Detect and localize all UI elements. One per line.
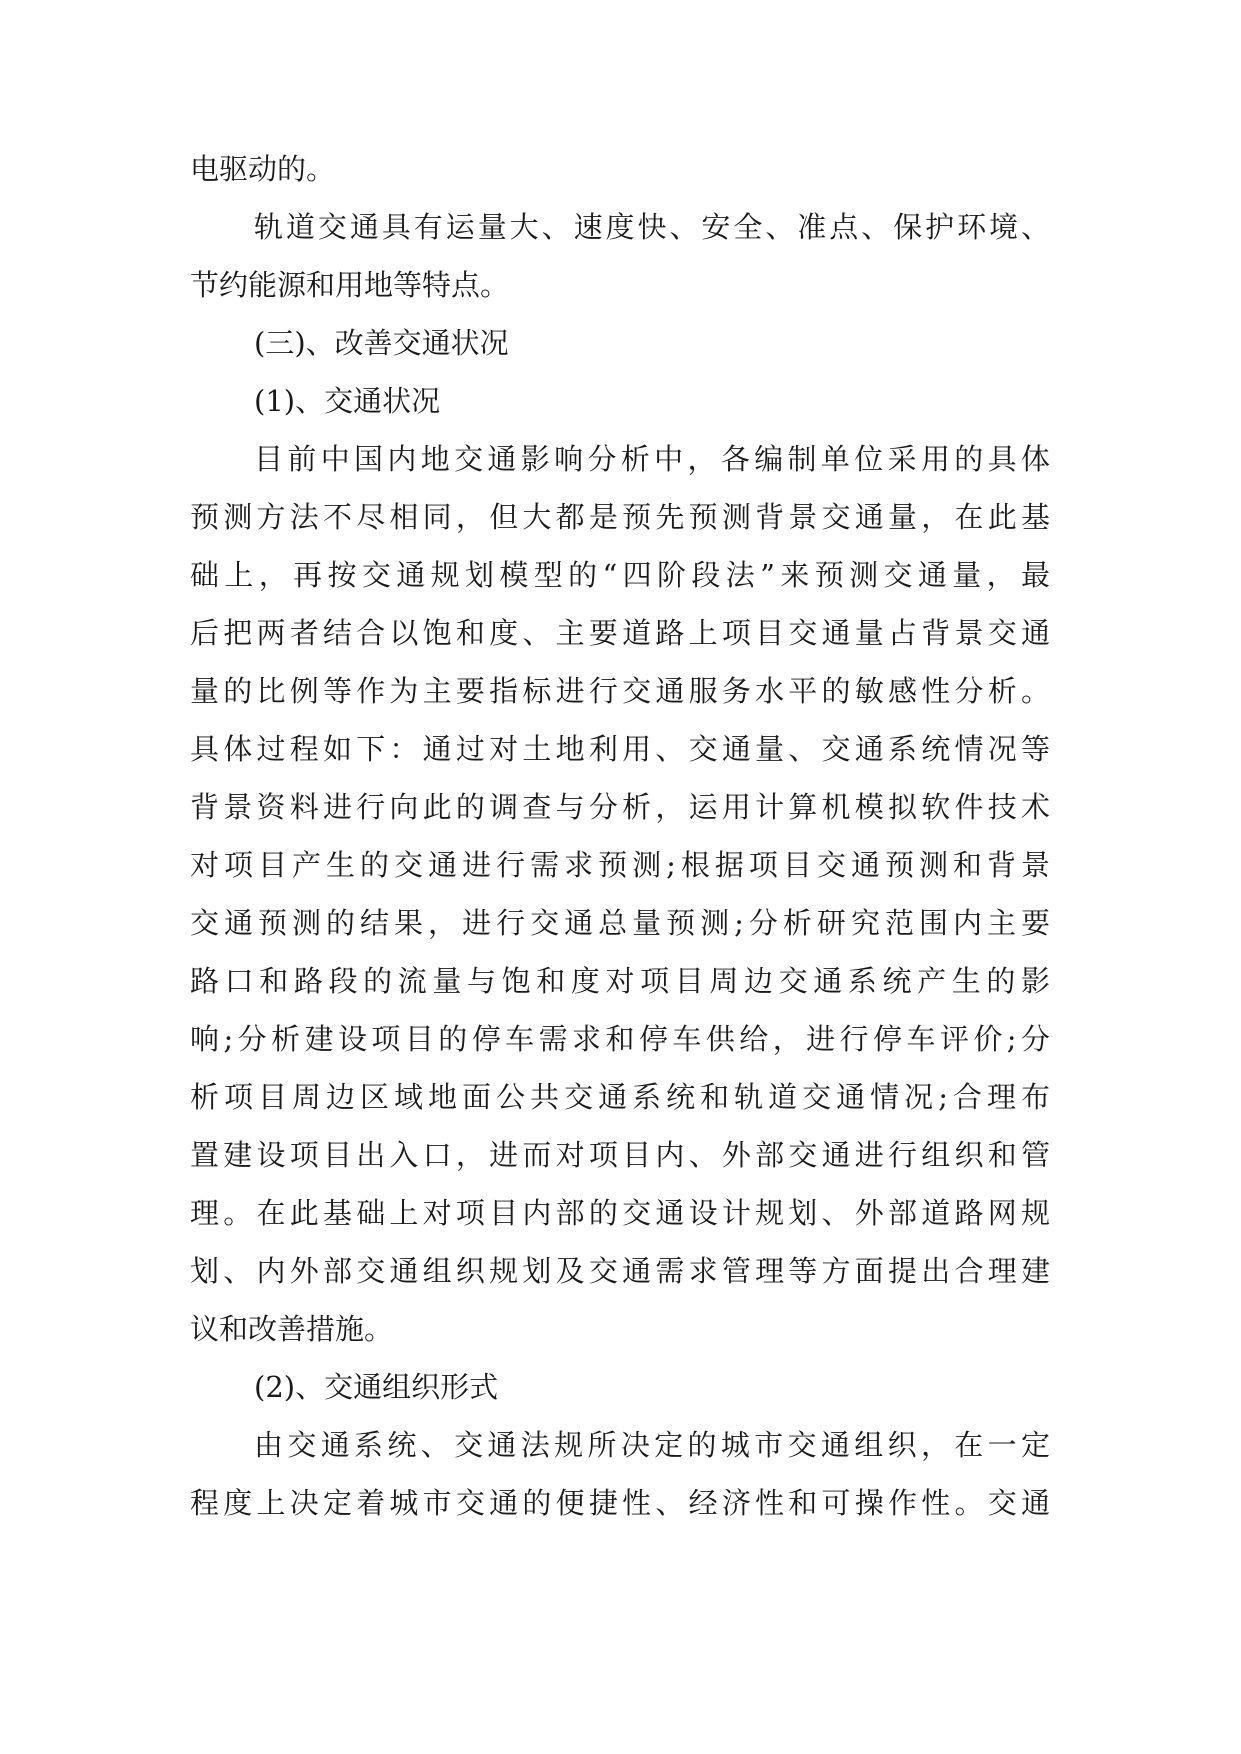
subsection-heading-1: (1)、交通状况 [254, 384, 441, 418]
paragraph-rail-transit-line-2: 节约能源和用地等特点。 [190, 268, 510, 302]
paragraph-traffic-status-line-7: 背景资料进行向此的调查与分析，运用计算机模拟软件技术 [190, 790, 1050, 824]
paragraph-organization-line-1: 由交通系统、交通法规所决定的城市交通组织，在一定 [254, 1428, 1050, 1462]
text-line-1: 电驱动的。 [190, 152, 336, 186]
paragraph-traffic-status-line-2: 预测方法不尽相同，但大都是预先预测背景交通量，在此基 [190, 500, 1050, 534]
paragraph-rail-transit-line-1: 轨道交通具有运量大、速度快、安全、准点、保护环境、 [254, 210, 1050, 244]
paragraph-traffic-status-line-15: 划、内外部交通组织规划及交通需求管理等方面提出合理建 [190, 1254, 1050, 1288]
paragraph-traffic-status-line-12: 析项目周边区域地面公共交通系统和轨道交通情况;合理布 [190, 1080, 1050, 1114]
paragraph-traffic-status-line-11: 响;分析建设项目的停车需求和停车供给，进行停车评价;分 [190, 1022, 1050, 1056]
paragraph-traffic-status-line-16: 议和改善措施。 [190, 1312, 394, 1346]
paragraph-traffic-status-line-1: 目前中国内地交通影响分析中，各编制单位采用的具体 [254, 442, 1050, 476]
paragraph-traffic-status-line-13: 置建设项目出入口，进而对项目内、外部交通进行组织和管 [190, 1138, 1050, 1172]
paragraph-traffic-status-line-9: 交通预测的结果，进行交通总量预测;分析研究范围内主要 [190, 906, 1050, 940]
section-heading-3: (三)、改善交通状况 [254, 326, 509, 360]
paragraph-traffic-status-line-8: 对项目产生的交通进行需求预测;根据项目交通预测和背景 [190, 848, 1050, 882]
paragraph-traffic-status-line-10: 路口和路段的流量与饱和度对项目周边交通系统产生的影 [190, 964, 1050, 998]
paragraph-traffic-status-line-5: 量的比例等作为主要指标进行交通服务水平的敏感性分析。 [190, 674, 1050, 708]
paragraph-traffic-status-line-3: 础上，再按交通规划模型的“四阶段法”来预测交通量，最 [190, 558, 1050, 592]
paragraph-traffic-status-line-6: 具体过程如下：通过对土地利用、交通量、交通系统情况等 [190, 732, 1050, 766]
paragraph-organization-line-2: 程度上决定着城市交通的便捷性、经济性和可操作性。交通 [190, 1486, 1050, 1520]
paragraph-traffic-status-line-14: 理。在此基础上对项目内部的交通设计规划、外部道路网规 [190, 1196, 1050, 1230]
subsection-heading-2: (2)、交通组织形式 [254, 1370, 499, 1404]
paragraph-traffic-status-line-4: 后把两者结合以饱和度、主要道路上项目交通量占背景交通 [190, 616, 1050, 650]
